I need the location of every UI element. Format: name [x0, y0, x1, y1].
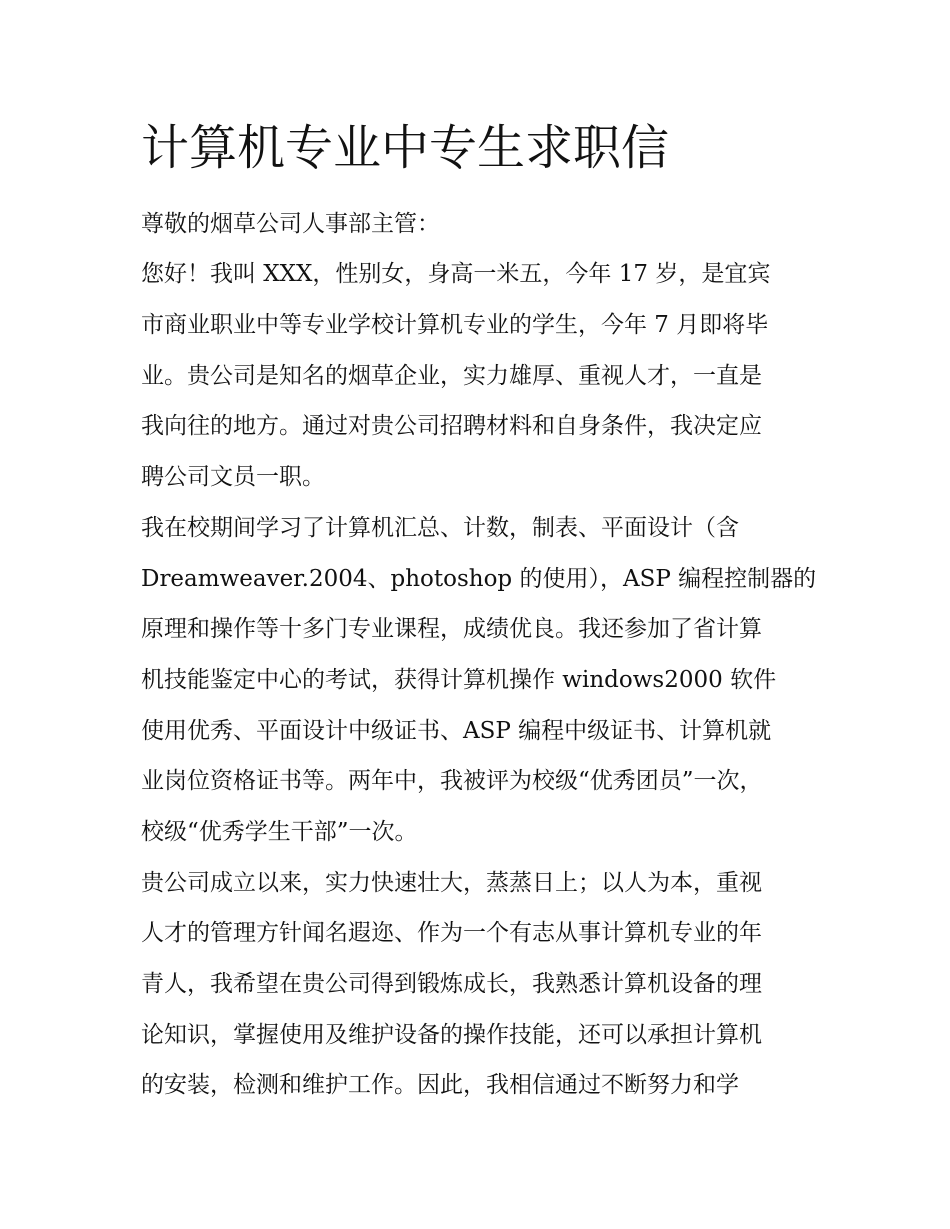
body-line-7: Dreamweaver.2004、photoshop 的使用），ASP 编程控制器的 [141, 566, 817, 592]
document-title: 计算机专业中专生求职信 [141, 120, 670, 176]
body-line-14: 人才的管理方针闻名遐迩、作为一个有志从事计算机专业的年 [141, 920, 762, 946]
body-line-2: 市商业职业中等专业学校计算机专业的学生，今年 7 月即将毕 [141, 312, 769, 338]
body-line-10: 使用优秀、平面设计中级证书、ASP 编程中级证书、计算机就 [141, 718, 772, 744]
body-line-13: 贵公司成立以来，实力快速壮大，蒸蒸日上；以人为本，重视 [141, 870, 762, 896]
body-line-9: 机技能鉴定中心的考试，获得计算机操作 windows2000 软件 [141, 667, 777, 693]
body-line-15: 青人，我希望在贵公司得到锻炼成长，我熟悉计算机设备的理 [141, 971, 762, 997]
body-line-16: 论知识，掌握使用及维护设备的操作技能，还可以承担计算机 [141, 1022, 762, 1048]
body-line-1: 您好！我叫 XXX，性别女，身高一米五，今年 17 岁，是宜宾 [141, 261, 771, 287]
body-line-4: 我向往的地方。通过对贵公司招聘材料和自身条件，我决定应 [141, 413, 762, 439]
body-line-12: 校级“优秀学生干部”一次。 [141, 819, 418, 845]
salutation: 尊敬的烟草公司人事部主管： [141, 211, 440, 237]
body-line-11: 业岗位资格证书等。两年中，我被评为校级“优秀团员”一次， [141, 768, 763, 794]
body-line-5: 聘公司文员一职。 [141, 464, 325, 490]
body-line-3: 业。贵公司是知名的烟草企业，实力雄厚、重视人才，一直是 [141, 363, 762, 389]
body-line-17: 的安装，检测和维护工作。因此，我相信通过不断努力和学 [141, 1072, 739, 1098]
body-line-8: 原理和操作等十多门专业课程，成绩优良。我还参加了省计算 [141, 616, 762, 642]
body-line-6: 我在校期间学习了计算机汇总、计数，制表、平面设计（含 [141, 515, 739, 541]
